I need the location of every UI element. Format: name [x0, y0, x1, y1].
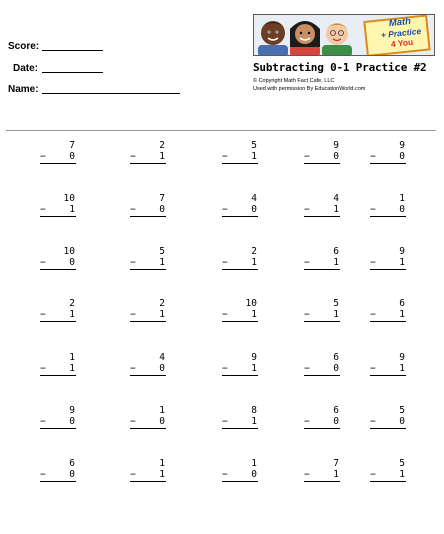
- minuend: 5: [159, 246, 165, 257]
- minus-sign: −: [130, 151, 136, 162]
- kid-2-figure: [290, 21, 320, 56]
- answer-line: [304, 375, 340, 376]
- subtraction-problem: [40, 352, 76, 376]
- subtrahend: 1: [333, 257, 339, 268]
- subtrahend: 1: [251, 309, 257, 320]
- minus-sign: −: [222, 416, 228, 427]
- score-line: [42, 50, 103, 51]
- section-divider: [6, 130, 436, 131]
- answer-line: [130, 163, 166, 164]
- subtrahend-row: [222, 204, 258, 215]
- copyright-text: © Copyright Math Fact Cafe, LLC: [253, 78, 335, 84]
- subtrahend: 0: [333, 416, 339, 427]
- subtrahend: 0: [251, 204, 257, 215]
- subtraction-problem: [222, 458, 258, 482]
- subtrahend-row: [222, 416, 258, 427]
- minus-sign: −: [40, 151, 46, 162]
- minus-sign: −: [222, 309, 228, 320]
- minus-sign: −: [130, 363, 136, 374]
- permission-text: Used with permission By EducationWorld.com: [253, 86, 366, 92]
- minus-sign: −: [304, 151, 310, 162]
- minus-sign: −: [370, 363, 376, 374]
- subtrahend-row: [130, 469, 166, 480]
- answer-line: [40, 375, 76, 376]
- minuend: 1: [251, 458, 257, 469]
- subtrahend-row: [304, 257, 340, 268]
- minuend: 6: [333, 246, 339, 257]
- subtrahend: 1: [399, 469, 405, 480]
- minus-sign: −: [40, 363, 46, 374]
- minus-sign: −: [40, 257, 46, 268]
- minuend: 1: [69, 352, 75, 363]
- answer-line: [130, 321, 166, 322]
- subtrahend: 0: [69, 257, 75, 268]
- minuend: 1: [159, 458, 165, 469]
- subtraction-problem: [222, 193, 258, 217]
- subtrahend: 1: [333, 309, 339, 320]
- subtraction-problem: [370, 140, 406, 164]
- answer-line: [130, 428, 166, 429]
- minus-sign: −: [130, 416, 136, 427]
- answer-line: [40, 216, 76, 217]
- minuend: 6: [69, 458, 75, 469]
- minuend: 7: [333, 458, 339, 469]
- subtrahend: 0: [159, 363, 165, 374]
- minuend: 9: [69, 405, 75, 416]
- answer-line: [40, 321, 76, 322]
- answer-line: [222, 269, 258, 270]
- answer-line: [40, 163, 76, 164]
- minuend: 9: [399, 352, 405, 363]
- subtraction-problem: [130, 458, 166, 482]
- minus-sign: −: [370, 257, 376, 268]
- answer-line: [304, 321, 340, 322]
- minus-sign: −: [370, 204, 376, 215]
- answer-line: [304, 428, 340, 429]
- minuend: 4: [251, 193, 257, 204]
- answer-line: [370, 428, 406, 429]
- answer-line: [222, 216, 258, 217]
- subtrahend-row: [370, 469, 406, 480]
- minuend: 5: [333, 298, 339, 309]
- subtrahend-row: [40, 151, 76, 162]
- answer-line: [130, 375, 166, 376]
- subtrahend-row: [370, 309, 406, 320]
- minuend: 8: [251, 405, 257, 416]
- subtrahend-row: [130, 151, 166, 162]
- subtraction-problem: [370, 352, 406, 376]
- subtrahend: 1: [159, 469, 165, 480]
- minuend: 4: [333, 193, 339, 204]
- subtraction-problem: [40, 405, 76, 429]
- minus-sign: −: [370, 309, 376, 320]
- minus-sign: −: [130, 204, 136, 215]
- minus-sign: −: [304, 416, 310, 427]
- subtraction-problem: [222, 246, 258, 270]
- subtrahend: 0: [69, 151, 75, 162]
- subtrahend-row: [222, 469, 258, 480]
- minus-sign: −: [304, 257, 310, 268]
- minuend: 1: [399, 193, 405, 204]
- minus-sign: −: [304, 469, 310, 480]
- answer-line: [370, 481, 406, 482]
- subtraction-problem: [40, 458, 76, 482]
- subtrahend: 1: [333, 204, 339, 215]
- subtrahend-row: [222, 151, 258, 162]
- minuend: 5: [399, 405, 405, 416]
- minus-sign: −: [370, 416, 376, 427]
- minus-sign: −: [222, 363, 228, 374]
- minus-sign: −: [130, 309, 136, 320]
- minuend: 2: [159, 298, 165, 309]
- minuend: 10: [245, 298, 257, 309]
- subtraction-problem: [370, 298, 406, 322]
- minuend: 6: [399, 298, 405, 309]
- subtrahend: 0: [399, 416, 405, 427]
- subtrahend: 1: [159, 151, 165, 162]
- answer-line: [222, 321, 258, 322]
- subtraction-problem: [304, 458, 340, 482]
- subtrahend: 1: [399, 257, 405, 268]
- subtrahend: 0: [333, 151, 339, 162]
- answer-line: [370, 375, 406, 376]
- minus-sign: −: [40, 416, 46, 427]
- subtraction-problem: [304, 246, 340, 270]
- subtraction-problem: [222, 298, 258, 322]
- subtraction-problem: [130, 140, 166, 164]
- answer-line: [370, 269, 406, 270]
- minuend: 9: [333, 140, 339, 151]
- minuend: 7: [159, 193, 165, 204]
- subtrahend-row: [304, 151, 340, 162]
- subtraction-problem: [40, 140, 76, 164]
- subtraction-problem: [304, 405, 340, 429]
- answer-line: [370, 216, 406, 217]
- subtrahend-row: [130, 257, 166, 268]
- subtrahend: 0: [333, 363, 339, 374]
- answer-line: [304, 216, 340, 217]
- answer-line: [370, 163, 406, 164]
- subtrahend: 0: [159, 416, 165, 427]
- minus-sign: −: [304, 363, 310, 374]
- subtrahend: 1: [251, 151, 257, 162]
- subtraction-problem: [304, 193, 340, 217]
- subtrahend-row: [130, 416, 166, 427]
- subtrahend-row: [304, 309, 340, 320]
- subtrahend-row: [222, 363, 258, 374]
- answer-line: [222, 481, 258, 482]
- minus-sign: −: [370, 151, 376, 162]
- answer-line: [40, 428, 76, 429]
- subtrahend-row: [40, 204, 76, 215]
- minus-sign: −: [130, 257, 136, 268]
- subtrahend-row: [130, 309, 166, 320]
- subtrahend-row: [222, 309, 258, 320]
- subtraction-problem: [370, 246, 406, 270]
- subtrahend-row: [304, 416, 340, 427]
- minus-sign: −: [304, 309, 310, 320]
- subtrahend: 1: [333, 469, 339, 480]
- subtrahend: 1: [251, 363, 257, 374]
- subtraction-problem: [40, 246, 76, 270]
- minuend: 6: [333, 352, 339, 363]
- subtraction-problem: [370, 193, 406, 217]
- subtrahend-row: [370, 363, 406, 374]
- subtrahend: 1: [69, 204, 75, 215]
- subtraction-problem: [222, 405, 258, 429]
- subtrahend-row: [40, 309, 76, 320]
- minuend: 9: [251, 352, 257, 363]
- subtrahend-row: [370, 204, 406, 215]
- subtrahend: 0: [251, 469, 257, 480]
- subtraction-problem: [130, 193, 166, 217]
- answer-line: [304, 481, 340, 482]
- subtraction-problem: [222, 140, 258, 164]
- subtrahend: 1: [399, 309, 405, 320]
- name-label: Name:: [8, 84, 39, 95]
- subtraction-problem: [304, 298, 340, 322]
- subtrahend-row: [370, 151, 406, 162]
- logo-line-3: 4 You: [390, 36, 414, 50]
- date-label: Date:: [13, 63, 39, 74]
- subtrahend: 1: [159, 309, 165, 320]
- minus-sign: −: [130, 469, 136, 480]
- subtraction-problem: [130, 405, 166, 429]
- subtraction-problem: [130, 298, 166, 322]
- minus-sign: −: [222, 469, 228, 480]
- subtrahend-row: [40, 363, 76, 374]
- answer-line: [304, 163, 340, 164]
- subtrahend-row: [130, 204, 166, 215]
- minuend: 5: [251, 140, 257, 151]
- logo-line-1: Math: [388, 15, 412, 30]
- minus-sign: −: [40, 204, 46, 215]
- minuend: 9: [399, 246, 405, 257]
- subtraction-problem: [222, 352, 258, 376]
- minuend: 2: [159, 140, 165, 151]
- answer-line: [130, 269, 166, 270]
- minuend: 2: [251, 246, 257, 257]
- subtrahend: 1: [399, 363, 405, 374]
- subtraction-problem: [370, 405, 406, 429]
- subtraction-problem: [40, 298, 76, 322]
- banner-image: [253, 14, 435, 56]
- subtrahend: 0: [399, 204, 405, 215]
- subtrahend-row: [304, 363, 340, 374]
- subtraction-problem: [304, 352, 340, 376]
- minus-sign: −: [222, 151, 228, 162]
- subtrahend-row: [370, 257, 406, 268]
- subtraction-problem: [130, 352, 166, 376]
- minuend: 10: [63, 246, 75, 257]
- minuend: 1: [159, 405, 165, 416]
- worksheet-title: Subtracting 0-1 Practice #2: [253, 61, 427, 74]
- subtrahend: 0: [159, 204, 165, 215]
- score-label: Score:: [8, 41, 40, 52]
- minus-sign: −: [304, 204, 310, 215]
- answer-line: [304, 269, 340, 270]
- minus-sign: −: [40, 309, 46, 320]
- subtrahend: 0: [399, 151, 405, 162]
- subtraction-problem: [370, 458, 406, 482]
- subtrahend: 1: [69, 363, 75, 374]
- answer-line: [40, 481, 76, 482]
- subtrahend: 1: [251, 416, 257, 427]
- answer-line: [40, 269, 76, 270]
- subtraction-problem: [304, 140, 340, 164]
- answer-line: [130, 216, 166, 217]
- minuend: 7: [69, 140, 75, 151]
- minuend: 6: [333, 405, 339, 416]
- subtraction-problem: [130, 246, 166, 270]
- subtraction-problem: [40, 193, 76, 217]
- minuend: 2: [69, 298, 75, 309]
- subtrahend-row: [304, 469, 340, 480]
- minuend: 9: [399, 140, 405, 151]
- subtrahend-row: [40, 416, 76, 427]
- logo-line-2: + Practice: [380, 25, 422, 41]
- answer-line: [222, 163, 258, 164]
- subtrahend-row: [40, 257, 76, 268]
- name-line: [42, 93, 180, 94]
- subtrahend-row: [130, 363, 166, 374]
- answer-line: [222, 428, 258, 429]
- minuend: 10: [63, 193, 75, 204]
- subtrahend-row: [222, 257, 258, 268]
- answer-line: [222, 375, 258, 376]
- subtrahend: 0: [69, 469, 75, 480]
- minus-sign: −: [40, 469, 46, 480]
- subtrahend-row: [40, 469, 76, 480]
- answer-line: [130, 481, 166, 482]
- subtrahend-row: [304, 204, 340, 215]
- subtrahend: 1: [251, 257, 257, 268]
- minuend: 5: [399, 458, 405, 469]
- subtrahend: 0: [69, 416, 75, 427]
- minuend: 4: [159, 352, 165, 363]
- minus-sign: −: [222, 204, 228, 215]
- subtrahend: 1: [159, 257, 165, 268]
- minus-sign: −: [222, 257, 228, 268]
- subtrahend: 1: [69, 309, 75, 320]
- date-line: [42, 72, 103, 73]
- minus-sign: −: [370, 469, 376, 480]
- answer-line: [370, 321, 406, 322]
- subtrahend-row: [370, 416, 406, 427]
